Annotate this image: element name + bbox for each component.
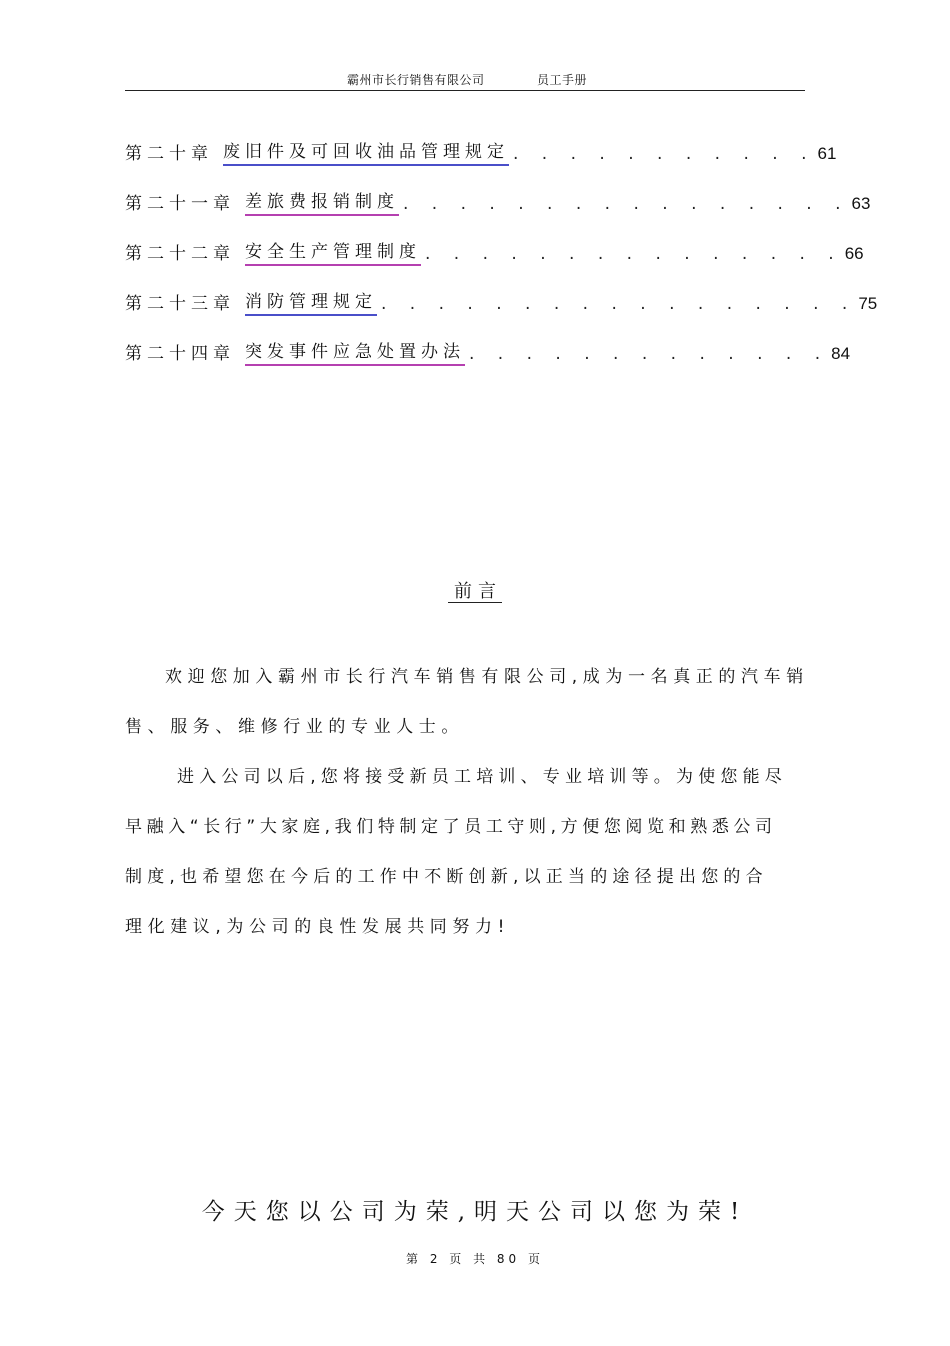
toc-title-link[interactable]: 安全生产管理制度 — [245, 240, 421, 266]
preface-paragraph-1 — [125, 663, 809, 763]
toc-entry[interactable] — [125, 290, 878, 340]
toc-entry[interactable] — [125, 190, 871, 240]
toc-entry[interactable] — [125, 140, 837, 190]
toc-page: 61 — [817, 144, 837, 163]
preface-heading — [0, 577, 950, 603]
paragraph-line: 进入公司以后,您将接受新员工培训、专业培训等。为使您能尽 — [177, 767, 788, 787]
toc-page: 75 — [858, 294, 878, 313]
paragraph-line: 制度,也希望您在今后的工作中不断创新,以正当的途径提出您的合 — [125, 867, 768, 887]
toc-chapter: 第二十章 — [125, 144, 213, 164]
toc-page: 63 — [851, 194, 871, 213]
table-of-contents — [125, 140, 878, 390]
toc-page: 84 — [831, 344, 851, 363]
toc-leader: . . . . . . . . . . . — [513, 144, 816, 164]
toc-leader: . . . . . . . . . . . . . . . . . — [381, 294, 857, 314]
header-doc-title: 员工手册 — [537, 73, 588, 87]
toc-leader: . . . . . . . . . . . . . . . — [425, 244, 843, 264]
page-header — [125, 68, 805, 91]
slogan: 今天您以公司为荣,明天公司以您为荣! — [201, 1199, 749, 1225]
toc-chapter: 第二十一章 — [125, 194, 235, 214]
toc-title-link[interactable]: 消防管理规定 — [245, 290, 377, 316]
toc-title-link[interactable]: 废旧件及可回收油品管理规定 — [223, 140, 509, 166]
toc-chapter: 第二十三章 — [125, 294, 235, 314]
paragraph-line: 欢迎您加入霸州市长行汽车销售有限公司,成为一名真正的汽车销 — [165, 667, 809, 687]
paragraph-line: 售、服务、维修行业的专业人士。 — [125, 717, 464, 737]
paragraph-line: 理化建议,为公司的良性发展共同努力! — [125, 917, 511, 937]
toc-leader: . . . . . . . . . . . . . — [469, 344, 830, 364]
preface-title: 前言 — [448, 581, 502, 603]
page-footer: 第 2 页 共 80 页 — [406, 1252, 544, 1266]
toc-leader: . . . . . . . . . . . . . . . . — [403, 194, 850, 214]
toc-title-link[interactable]: 差旅费报销制度 — [245, 190, 399, 216]
paragraph-line: 早融入“长行”大家庭,我们特制定了员工守则,方便您阅览和熟悉公司 — [125, 817, 777, 837]
toc-page: 66 — [844, 244, 864, 263]
header-company: 霸州市长行销售有限公司 — [347, 73, 485, 87]
toc-entry[interactable] — [125, 240, 864, 290]
toc-chapter: 第二十四章 — [125, 344, 235, 364]
toc-entry[interactable] — [125, 340, 851, 390]
preface-paragraph-2 — [125, 763, 805, 963]
toc-chapter: 第二十二章 — [125, 244, 235, 264]
toc-title-link[interactable]: 突发事件应急处置办法 — [245, 340, 465, 366]
